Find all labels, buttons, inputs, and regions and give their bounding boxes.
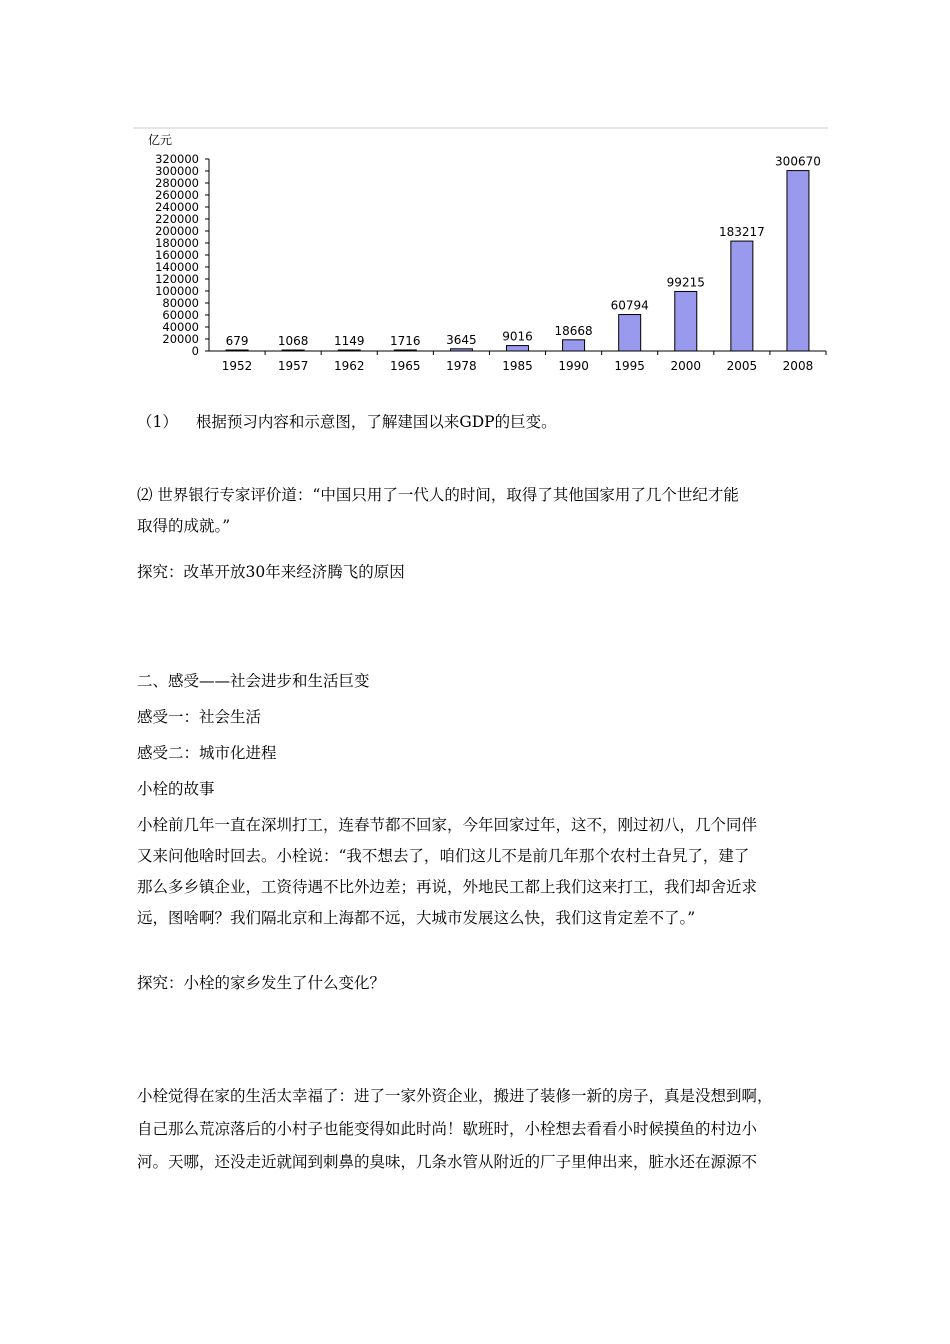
- bar-2000: [675, 291, 697, 351]
- x-tick-label: 2005: [726, 359, 758, 373]
- story-2-line: 河。天哪，还没走近就闻到刺鼻的臭味，几条水管从附近的厂子里伸出来，脏水还在源源不: [137, 1153, 758, 1171]
- y-tick-label: 180000: [155, 236, 199, 250]
- x-tick-label: 1985: [502, 359, 533, 373]
- story-line: 远，图啥啊？我们隔北京和上海都不远，大城市发展这么快，我们这肯定差不了。”: [137, 909, 696, 927]
- story-line: 又来问他啥时回去。小栓说：“我不想去了，咱们这儿不是前几年那个农村土旮旯了，建了: [137, 847, 750, 865]
- y-tick-label: 320000: [155, 152, 199, 166]
- story-title: 小栓的故事: [137, 780, 215, 798]
- question-1-number: （1）: [137, 413, 178, 431]
- bar-value-label: 18668: [554, 323, 593, 338]
- y-tick-label: 160000: [155, 248, 199, 262]
- bar-1995: [619, 315, 641, 351]
- question-1: [137, 412, 827, 432]
- x-tick-label: 1962: [333, 359, 365, 373]
- gdp-bar-chart: [133, 126, 833, 381]
- x-tick-label: 2000: [670, 359, 702, 373]
- bar-value-label: 1716: [390, 333, 421, 348]
- y-tick-label: 120000: [155, 272, 199, 286]
- bar-value-label: 679: [225, 334, 249, 348]
- y-tick-label: 300000: [155, 164, 199, 178]
- x-tick-label: 1965: [390, 359, 421, 373]
- bar-value-label: 300670: [775, 154, 821, 169]
- story-2-line: 自己那么荒凉落后的小村子也能变得如此时尚！歇班时，小栓想去看看小时候摸鱼的村边小: [137, 1120, 758, 1138]
- story-paragraph: [137, 810, 827, 934]
- bar-value-label: 99215: [666, 275, 705, 290]
- x-tick-label: 1952: [221, 359, 253, 373]
- y-tick-label: 0: [191, 344, 199, 358]
- story-line: 小栓前几年一直在深圳打工，连春节都不回家，今年回家过年，这不，刚过初八，几个同伴: [137, 816, 758, 834]
- y-tick-label: 60000: [162, 308, 199, 322]
- y-tick-label: 280000: [155, 176, 199, 190]
- bar-value-label: 1068: [277, 334, 309, 348]
- question-2: [137, 480, 827, 542]
- x-tick-label: 2008: [782, 359, 814, 373]
- bar-value-label: 1149: [333, 334, 365, 348]
- bar-value-label: 183217: [718, 225, 765, 240]
- feel-1: 感受一：社会生活: [137, 708, 262, 726]
- y-tick-label: 200000: [155, 224, 199, 238]
- x-tick-label: 1990: [558, 359, 589, 373]
- question-1-text: 根据预习内容和示意图，了解建国以来GDP的巨变。: [195, 413, 557, 431]
- bar-value-label: 9016: [502, 329, 533, 344]
- y-tick-label: 20000: [162, 332, 199, 346]
- bar-1990: [563, 340, 585, 351]
- explore-2: 探究：小栓的家乡发生了什么变化？: [137, 974, 386, 992]
- y-tick-label: 80000: [162, 296, 199, 310]
- question-2-line: ⑵ 世界银行专家评价道：“中国只用了一代人的时间，取得了其他国家用了几个世纪才能: [137, 486, 739, 504]
- bar-value-label: 60794: [610, 298, 649, 313]
- x-tick-label: 1978: [446, 359, 477, 373]
- y-tick-label: 40000: [162, 320, 199, 334]
- feel-2: 感受二：城市化进程: [137, 744, 277, 762]
- story-line: 那么多乡镇企业，工资待遇不比外边差；再说，外地民工都上我们这来打工，我们却舍近求: [137, 878, 758, 896]
- bar-2005: [731, 241, 753, 351]
- question-2-line: 取得的成就。”: [137, 517, 231, 535]
- bar-value-label: 3645: [446, 332, 477, 347]
- y-tick-label: 100000: [155, 284, 199, 298]
- x-tick-label: 1957: [277, 359, 309, 373]
- y-tick-label: 220000: [155, 212, 199, 226]
- bar-2008: [787, 171, 809, 351]
- y-tick-label: 240000: [155, 200, 199, 214]
- section-2-heading: 二、感受——社会进步和生活巨变: [137, 672, 370, 690]
- explore-1: 探究：改革开放30年来经济腾飞的原因: [137, 563, 405, 581]
- x-tick-label: 1995: [614, 359, 645, 373]
- story-2-line: 小栓觉得在家的生活太幸福了：进了一家外资企业，搬进了装修一新的房子，真是没想到啊，: [137, 1087, 773, 1105]
- y-tick-label: 140000: [155, 260, 199, 274]
- story-paragraph-2: [137, 1080, 827, 1179]
- y-tick-label: 260000: [155, 188, 199, 202]
- y-unit-label: 亿元: [148, 133, 173, 147]
- bar-1985: [507, 346, 529, 351]
